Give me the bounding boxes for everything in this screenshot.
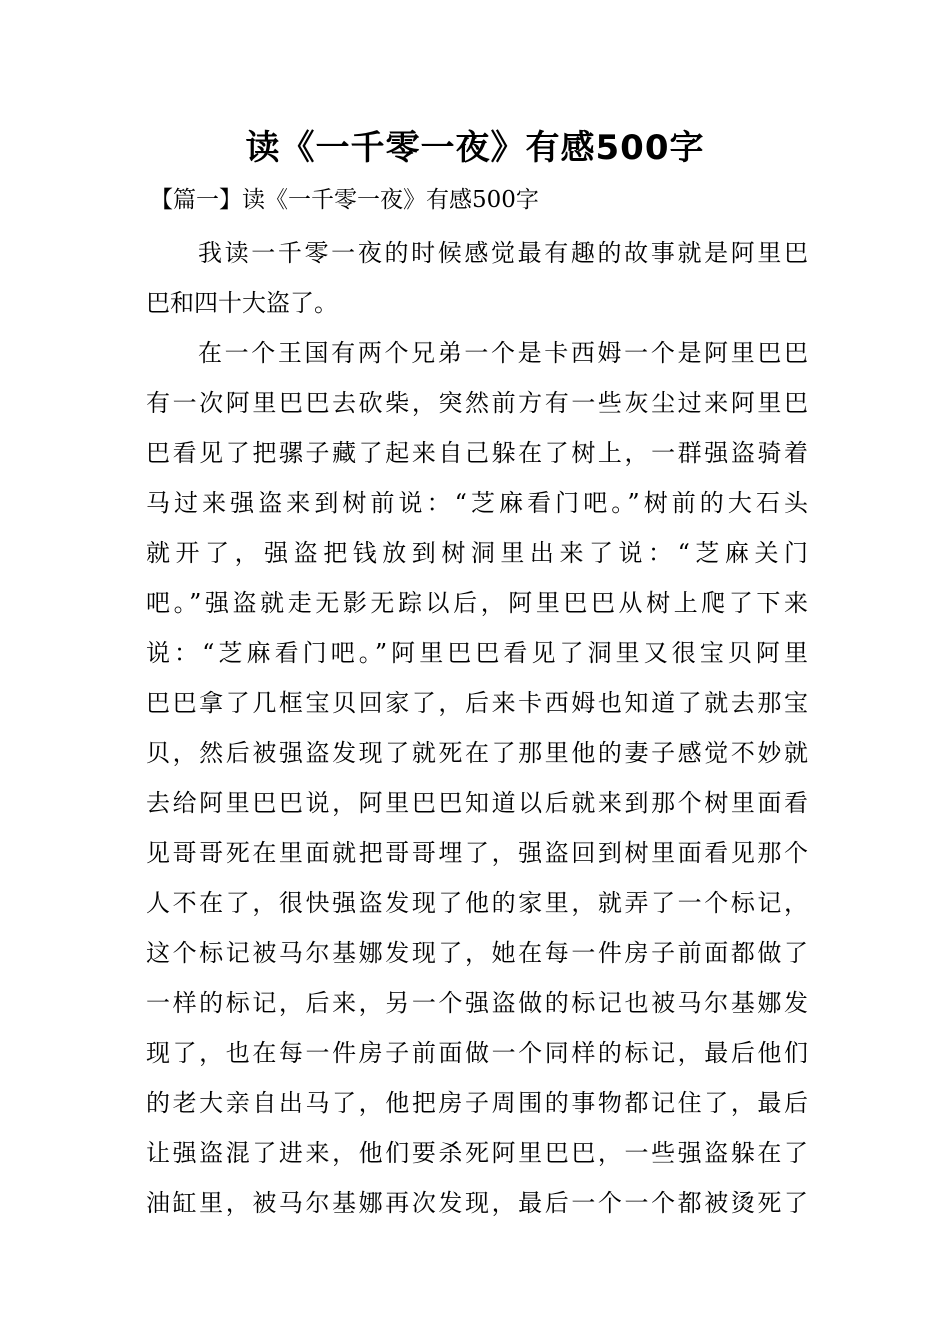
paragraph-2-line-10: 去给阿里巴巴说，阿里巴巴知道以后就来到那个树里面看 bbox=[146, 789, 808, 817]
paragraph-2-line-9: 贝，然后被强盗发现了就死在了那里他的妻子感觉不妙就 bbox=[146, 739, 808, 767]
paragraph-2-line-6: 吧。”强盗就走无影无踪以后，阿里巴巴从树上爬了下来 bbox=[146, 589, 808, 617]
section-heading: 【篇一】读《一千零一夜》有感500字 bbox=[150, 187, 539, 213]
paragraph-2-line-5: 就开了，强盗把钱放到树洞里出来了说：“芝麻关门 bbox=[146, 539, 808, 567]
document-title: 读《一千零一夜》有感500字 bbox=[245, 128, 705, 168]
paragraph-2-line-2: 有一次阿里巴巴去砍柴，突然前方有一些灰尘过来阿里巴 bbox=[146, 389, 808, 417]
paragraph-2-line-4: 马过来强盗来到树前说：“芝麻看门吧。”树前的大石头 bbox=[146, 489, 808, 517]
paragraph-2-line-16: 的老大亲自出马了，他把房子周围的事物都记住了，最后 bbox=[146, 1089, 808, 1117]
paragraph-2-line-8: 巴巴拿了几框宝贝回家了，后来卡西姆也知道了就去那宝 bbox=[146, 689, 808, 717]
paragraph-2-line-17: 让强盗混了进来，他们要杀死阿里巴巴，一些强盗躲在了 bbox=[146, 1139, 808, 1167]
paragraph-2-line-15: 现了，也在每一件房子前面做一个同样的标记，最后他们 bbox=[146, 1039, 808, 1067]
paragraph-2-line-12: 人不在了，很快强盗发现了他的家里，就弄了一个标记， bbox=[146, 889, 808, 917]
paragraph-2-line-14: 一样的标记，后来，另一个强盗做的标记也被马尔基娜发 bbox=[146, 989, 808, 1017]
paragraph-2-line-18: 油缸里，被马尔基娜再次发现，最后一个一个都被烫死了 bbox=[146, 1189, 808, 1217]
paragraph-2-line-7: 说：“芝麻看门吧。”阿里巴巴看见了洞里又很宝贝阿里 bbox=[146, 639, 808, 667]
document-body bbox=[146, 228, 808, 1228]
paragraph-1-line-1: 我读一千零一夜的时候感觉最有趣的故事就是阿里巴 bbox=[198, 239, 808, 267]
paragraph-2-line-13: 这个标记被马尔基娜发现了，她在每一件房子前面都做了 bbox=[146, 939, 808, 967]
paragraph-2-line-1: 在一个王国有两个兄弟一个是卡西姆一个是阿里巴巴 bbox=[198, 339, 808, 367]
paragraph-2-line-11: 见哥哥死在里面就把哥哥埋了，强盗回到树里面看见那个 bbox=[146, 839, 808, 867]
paragraph-2-line-3: 巴看见了把骡子藏了起来自己躲在了树上，一群强盗骑着 bbox=[146, 439, 808, 467]
paragraph-1-line-2: 巴和四十大盗了。 bbox=[146, 289, 338, 317]
